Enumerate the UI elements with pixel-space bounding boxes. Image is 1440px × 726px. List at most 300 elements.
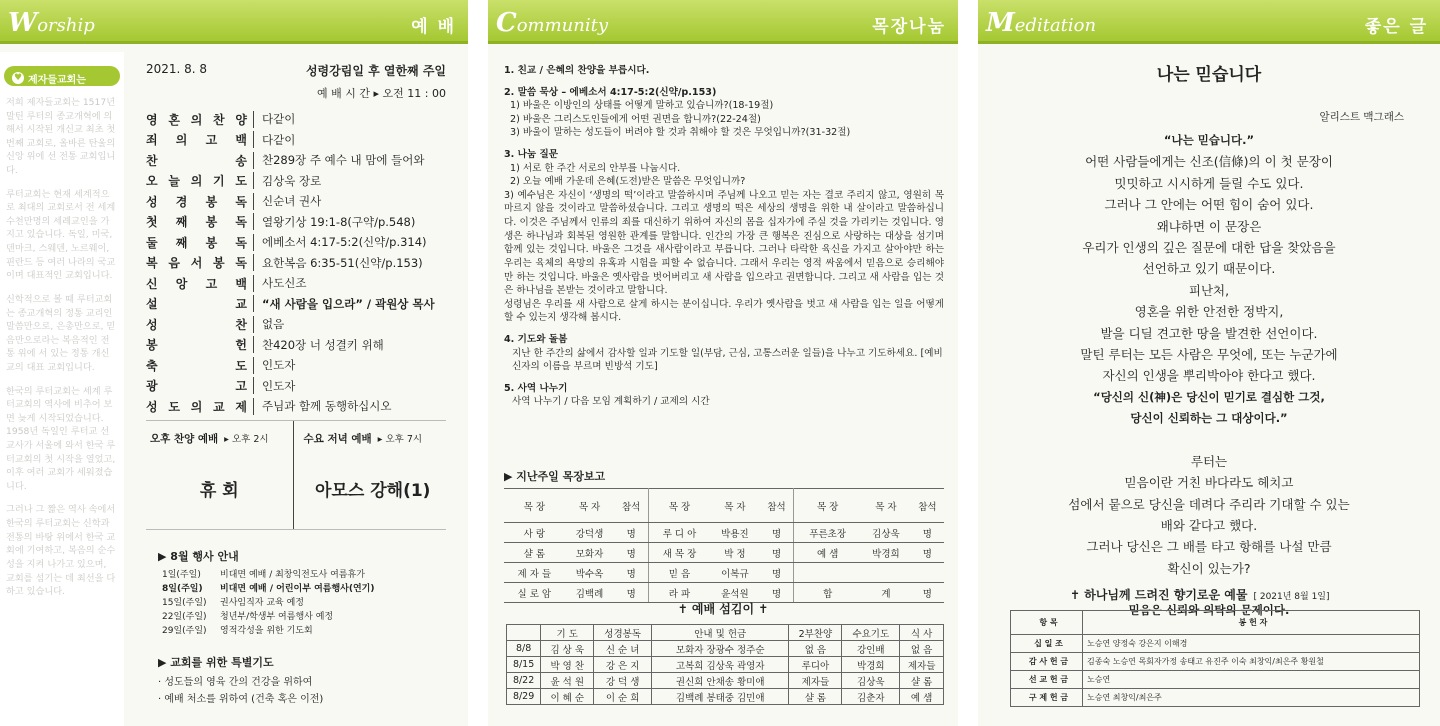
order-label-char: 늘 bbox=[168, 174, 180, 189]
order-of-worship bbox=[146, 62, 446, 417]
table-row bbox=[504, 523, 944, 543]
table-cell bbox=[794, 563, 861, 583]
order-value: 없음 bbox=[262, 317, 285, 332]
order-label-char: 고 bbox=[205, 133, 218, 148]
table-cell: 없 음 bbox=[900, 641, 944, 657]
poem-line: 영혼을 위한 안전한 정박지, bbox=[1134, 304, 1284, 320]
order-label bbox=[146, 398, 254, 415]
order-label-char: 신 bbox=[146, 276, 158, 291]
prayer-item: · 성도들의 영육 간의 건강을 위하여 bbox=[158, 677, 313, 688]
table-cell: 김춘자 bbox=[842, 689, 900, 705]
poem-line: 믿음이란 거친 바다라도 헤치고 bbox=[1124, 475, 1294, 491]
banner-ko-title: 좋은 글 bbox=[1364, 17, 1428, 37]
table-header-row bbox=[507, 625, 944, 641]
order-value: 신순녀 권사 bbox=[262, 194, 322, 209]
order-label bbox=[146, 131, 254, 148]
banner-ko-title: 목장나눔 bbox=[872, 17, 946, 37]
order-label-char: 도 bbox=[168, 399, 180, 414]
sidebar-text bbox=[0, 90, 124, 615]
order-label bbox=[146, 295, 254, 312]
community-banner bbox=[488, 0, 958, 44]
poem-line: 섬에서 뭍으로 당신을 데려다 주리라 기대할 수 있는 bbox=[1068, 496, 1350, 512]
order-label-char: 째 bbox=[175, 215, 188, 230]
order-label-char: 째 bbox=[175, 235, 188, 250]
meditation-author: 알리스트 맥그래스 bbox=[1319, 111, 1404, 123]
offering-title: ✝ 하나님께 드려진 향기로운 예물 bbox=[1070, 588, 1248, 602]
table-cell: 윤석원 bbox=[710, 583, 760, 603]
order-label-char: 죄 bbox=[146, 133, 158, 148]
order-label-char: 영 bbox=[146, 112, 158, 127]
event-date: 8일(주일) bbox=[162, 584, 203, 594]
order-label-char: 독 bbox=[235, 194, 247, 209]
afternoon-time: ▸ 오후 2시 bbox=[224, 434, 269, 445]
order-label-char: 고 bbox=[205, 276, 218, 291]
table-cell: 루디아 bbox=[789, 657, 842, 673]
poem-line: 말틴 루터는 모든 사람은 무엇에, 또는 누군가에 bbox=[1080, 347, 1338, 363]
order-label-char: 둘 bbox=[146, 235, 158, 250]
table-cell: 제자들 bbox=[789, 673, 842, 689]
order-label-char: 찬 bbox=[146, 153, 158, 168]
poem-line: 당신이 신뢰하는 그 대상이다.” bbox=[1130, 411, 1288, 426]
worship-banner bbox=[0, 0, 468, 44]
table-row bbox=[1011, 653, 1420, 671]
guide-line: 2. 말씀 묵상 – 에베소서 4:17-5:2(신약/p.153) bbox=[504, 86, 717, 98]
table-cell: 김상욱 bbox=[861, 523, 911, 543]
table-cell: 샬 롬 bbox=[789, 689, 842, 705]
order-label-char: 봉 bbox=[205, 235, 218, 250]
community-panel bbox=[488, 0, 958, 726]
sidebar-title: 제자들교회는 bbox=[28, 74, 86, 86]
sidebar-paragraph: 저희 제자들교회는 1517년 말틴 루터의 종교개혁에 의해서 시작된 개신교 최초 첫 번째 교회로, 올바른 탄울의 신앙 위에 선 전통 교회입니다. bbox=[6, 97, 116, 177]
order-row bbox=[146, 109, 446, 130]
table-cell: 믿 음 bbox=[648, 563, 710, 583]
table-cell: 강 덕 생 bbox=[594, 673, 652, 689]
table-cell: 구 제 헌 금 bbox=[1011, 689, 1083, 707]
table-cell: 8/8 bbox=[507, 641, 541, 657]
table-row bbox=[504, 563, 944, 583]
prayer-list bbox=[158, 674, 448, 708]
banner-en-title: Community bbox=[496, 8, 609, 38]
order-label-char: 혼 bbox=[168, 112, 180, 127]
poem-line: “당신의 신(神)은 당신이 믿기로 결심한 그것, bbox=[1093, 389, 1325, 404]
table-cell: 샬 롬 bbox=[900, 673, 944, 689]
order-label-char: 송 bbox=[235, 153, 247, 168]
table-cell: 노승연 양정숙 강은지 이해경 bbox=[1083, 635, 1420, 653]
order-label bbox=[146, 377, 254, 394]
order-label bbox=[146, 336, 254, 353]
table-cell: 실 로 암 bbox=[504, 583, 565, 603]
order-label bbox=[146, 234, 254, 251]
table-cell: 노승연 최창익/최은주 bbox=[1083, 689, 1420, 707]
order-value: 찬420장 너 성결키 위해 bbox=[262, 337, 384, 352]
order-value: 김상욱 장로 bbox=[262, 173, 322, 188]
meditation-title: 나는 믿습니다 bbox=[1156, 65, 1262, 85]
order-value: 다같이 bbox=[262, 112, 296, 127]
table-cell: 모화자 bbox=[565, 543, 615, 563]
event-row bbox=[158, 624, 448, 638]
order-value: 열왕기상 19:1-8(구약/p.548) bbox=[262, 214, 416, 229]
wednesday-title: 수요 저녁 예배 bbox=[303, 433, 372, 445]
order-label-char: 앙 bbox=[175, 276, 188, 291]
guide-line: 2) 오늘 예배 가운데 은혜(도전)받은 말씀은 무엇입니까? bbox=[510, 176, 746, 188]
table-cell: 강인배 bbox=[842, 641, 900, 657]
worship-panel bbox=[0, 0, 468, 726]
order-value: 인도자 bbox=[262, 378, 296, 393]
table-row bbox=[507, 689, 944, 705]
meditation-banner bbox=[978, 0, 1440, 44]
order-row bbox=[146, 253, 446, 274]
guide-line: 3. 나눔 질문 bbox=[504, 149, 559, 161]
table-cell: 예 샘 bbox=[900, 689, 944, 705]
table-header: 식 사 bbox=[900, 625, 944, 641]
table-header: 참석 bbox=[760, 489, 794, 523]
order-label bbox=[146, 111, 254, 128]
table-cell: 8/22 bbox=[507, 673, 541, 689]
table-header bbox=[507, 625, 541, 641]
table-header: 참석 bbox=[614, 489, 648, 523]
table-cell: 김백례 봉태중 김민애 bbox=[652, 689, 789, 705]
table-header: 봉 헌 자 bbox=[1083, 611, 1420, 635]
banner-initial: C bbox=[496, 8, 517, 38]
banner-en-title: Meditation bbox=[986, 8, 1097, 38]
poem-line bbox=[978, 430, 1440, 451]
poem-line: 피난처, bbox=[1188, 282, 1230, 298]
guide-line: 지난 한 주간의 삶에서 감사할 일과 기도할 일(부담, 근심, 고통스러운 일들)을 나누고 기도하세요. [예비신자의 이름을 부르며 빈방석 기도] bbox=[512, 347, 943, 373]
poem-line: 왜냐하면 이 문장은 bbox=[1156, 218, 1262, 234]
order-value: 요한복음 6:35-51(신약/p.153) bbox=[262, 255, 423, 270]
liturgical-sunday: 성령강림일 후 열한째 주일 bbox=[305, 64, 446, 78]
table-cell: 박 정 bbox=[710, 543, 760, 563]
order-label-char: 봉 bbox=[213, 256, 225, 271]
order-label-char: 백 bbox=[235, 133, 247, 148]
order-label-char: 설 bbox=[146, 297, 158, 312]
table-cell: 명 bbox=[614, 563, 648, 583]
table-row bbox=[1011, 689, 1420, 707]
order-label-char: 의 bbox=[190, 174, 203, 189]
poem-line: 확신이 있는가? bbox=[1167, 560, 1251, 576]
table-cell: 김종숙 노승연 목회자가정 송태고 유진주 이숙 최창익/최은주 황원철 bbox=[1083, 653, 1420, 671]
table-cell: 예 샘 bbox=[794, 543, 861, 563]
table-header-row bbox=[504, 489, 944, 523]
order-label-char: 의 bbox=[175, 133, 188, 148]
table-row bbox=[1011, 635, 1420, 653]
table-header: 목 자 bbox=[565, 489, 615, 523]
order-label-char: 양 bbox=[235, 112, 247, 127]
table-header: 목 자 bbox=[710, 489, 760, 523]
order-label bbox=[146, 152, 254, 169]
table-cell: 푸른초장 bbox=[794, 523, 861, 543]
panel-gap bbox=[958, 0, 978, 726]
order-label-char: 교 bbox=[213, 399, 225, 414]
event-row bbox=[158, 582, 448, 596]
prayer-item: · 예배 처소를 위하여 (건축 혹은 이전) bbox=[158, 694, 324, 705]
table-cell: 계 bbox=[861, 583, 911, 603]
sidebar-heading bbox=[4, 66, 120, 86]
table-cell: 루 디 아 bbox=[648, 523, 710, 543]
order-label-char: 제 bbox=[235, 399, 247, 414]
table-cell: 십 일 조 bbox=[1011, 635, 1083, 653]
table-header: 참석 bbox=[911, 489, 944, 523]
table-cell: 강 은 지 bbox=[594, 657, 652, 673]
table-cell: 명 bbox=[760, 583, 794, 603]
table-cell: 제자들 bbox=[900, 657, 944, 673]
order-label bbox=[146, 254, 254, 271]
banner-initial: W bbox=[8, 8, 38, 38]
servers-title: ✝ 예배 섬김이 ✝ bbox=[677, 602, 769, 616]
table-header: 목 자 bbox=[861, 489, 911, 523]
meditation-panel bbox=[978, 0, 1440, 726]
order-label-char: 찬 bbox=[235, 317, 247, 332]
guide-line: 1) 서로 한 주간 서로의 안부를 나눕시다. bbox=[510, 162, 681, 174]
order-label bbox=[146, 213, 254, 230]
guide-line: 3) 예수님은 자신이 ‘생명의 떡’이라고 말씀하시며 주님께 나오고 믿는 자는 결코 주리지 않고, 영원히 목마르지 않을 것이라고 말씀하셨습니다. 그리고 생명의 떡은 세상의 생명을 위한 내 살이라고 말씀하십니다. 이것은 주님께서 인류의 죄를 대신하기 위하여 자신의 몸을 십자가에 주실 것을 가리키는 것입니다. 영생은 하나님과 회복된 영원한 관계를 말합니다. 인간의 가장 큰 행복은 진심으로 사랑하는 대상을 섬기며 함께 있는 것입니다. 바울은 그것을 새사람이라고 부릅니다. 그러나 타락한 육신을 가지고 살아야만 하는 우리는 육체의 욕망의 유혹과 시험을 피할 수 없습니다. 그래서 우리는 영적 싸움에서 믿음으로 승리해야만 하는 것입니다. 바울은 옛사람을 벗어버리고 새 사람을 입으라고 권면합니다. 그리고 새 사람을 입는 것은 하나님을 본받는 것이라고 말합니다. bbox=[504, 189, 944, 297]
order-row bbox=[146, 335, 446, 356]
order-row bbox=[146, 273, 446, 294]
table-header: 목 장 bbox=[648, 489, 710, 523]
table-cell: 명 bbox=[760, 543, 794, 563]
order-label-char: 의 bbox=[190, 112, 203, 127]
order-label-char: 성 bbox=[146, 194, 158, 209]
table-cell: 박경희 bbox=[842, 657, 900, 673]
order-value: 주님과 함께 동행하십시오 bbox=[262, 399, 392, 414]
table-cell bbox=[861, 563, 911, 583]
poem-line: 밋밋하고 시시하게 들릴 수도 있다. bbox=[1114, 175, 1304, 191]
church-intro-sidebar bbox=[0, 52, 124, 726]
event-text: 청년부/학생부 여름행사 예정 bbox=[220, 612, 334, 622]
guide-line: 사역 나누기 / 다음 모임 계획하기 / 교제의 시간 bbox=[512, 396, 710, 408]
table-cell: 이 혜 순 bbox=[541, 689, 594, 705]
wednesday-time: ▸ 오후 7시 bbox=[377, 434, 423, 445]
table-header: 2부찬양 bbox=[789, 625, 842, 641]
table-cell: 합 bbox=[794, 583, 861, 603]
order-row bbox=[146, 130, 446, 151]
table-cell: 명 bbox=[614, 543, 648, 563]
order-label bbox=[146, 193, 254, 210]
order-label-char: 의 bbox=[190, 399, 203, 414]
table-cell: 고복희 김상욱 곽영자 bbox=[652, 657, 789, 673]
meditation-body bbox=[978, 130, 1440, 622]
table-cell: 샬 롬 bbox=[504, 543, 565, 563]
order-label-char: 성 bbox=[146, 317, 158, 332]
event-text: 비대면 예배 / 어린이부 여름행사(연기) bbox=[220, 584, 375, 594]
table-cell: 노승연 bbox=[1083, 671, 1420, 689]
table-cell: 이복규 bbox=[710, 563, 760, 583]
sidebar-paragraph: 신학적으로 볼 때 루터교회는 종교개혁의 정통 교리인 말씀만으로, 은총만으로, 믿음만으로라는 복음적인 전통 위에 서 있는 정통 개신교의 대표 교회입니다. bbox=[6, 293, 116, 373]
offering-heading bbox=[1070, 586, 1330, 603]
poem-line: 믿음은 신뢰와 의탁의 문제이다. bbox=[1128, 603, 1290, 618]
order-label-char: 축 bbox=[146, 358, 158, 373]
prayer-title: ▶ 교회를 위한 특별기도 bbox=[158, 656, 274, 669]
offering-table bbox=[1010, 610, 1420, 707]
table-cell bbox=[911, 563, 944, 583]
order-label-char: 오 bbox=[146, 174, 158, 189]
poem-line: 그러나 그 안에는 어떤 힘이 숨어 있다. bbox=[1104, 197, 1314, 213]
heart-icon: ♥ bbox=[13, 73, 23, 83]
table-cell: 이 순 희 bbox=[594, 689, 652, 705]
poem-line: 어떤 사람들에게는 신조(信條)의 이 첫 문장이 bbox=[1085, 154, 1333, 170]
table-cell: 명 bbox=[911, 543, 944, 563]
order-label-char: 교 bbox=[235, 297, 247, 312]
wednesday-body: 아모스 강해(1) bbox=[315, 481, 431, 501]
order-label-char: 광 bbox=[146, 379, 158, 394]
events-title: ▶ 8월 행사 안내 bbox=[158, 550, 239, 563]
event-date: 22일(주일) bbox=[162, 612, 207, 622]
order-label-char: 성 bbox=[146, 399, 158, 414]
order-label-char: 경 bbox=[175, 194, 188, 209]
worship-date: 2021. 8. 8 bbox=[146, 62, 208, 76]
table-cell: 8/15 bbox=[507, 657, 541, 673]
poem-line: 배와 같다고 했다. bbox=[1160, 517, 1258, 533]
table-row bbox=[507, 657, 944, 673]
table-cell: 박경희 bbox=[861, 543, 911, 563]
order-row bbox=[146, 171, 446, 192]
table-cell: 강덕생 bbox=[565, 523, 615, 543]
table-header: 안내 및 헌금 bbox=[652, 625, 789, 641]
event-date: 1일(주일) bbox=[162, 570, 201, 580]
table-row bbox=[507, 641, 944, 657]
guide-line: 4. 기도와 돌봄 bbox=[504, 333, 568, 345]
table-cell: 윤 석 원 bbox=[541, 673, 594, 689]
table-cell: 권신희 안채송 황미애 bbox=[652, 673, 789, 689]
order-row bbox=[146, 150, 446, 171]
afternoon-body: 휴 회 bbox=[199, 481, 239, 501]
table-cell: 김상욱 bbox=[842, 673, 900, 689]
order-list bbox=[146, 109, 446, 417]
guide-line: 1) 바울은 이방인의 상태를 어떻게 말하고 있습니까?(18-19절) bbox=[510, 100, 774, 112]
servers-table bbox=[506, 624, 944, 705]
order-label-char: 고 bbox=[235, 379, 247, 394]
table-row bbox=[507, 673, 944, 689]
order-label bbox=[146, 172, 254, 189]
table-header-row bbox=[1011, 611, 1420, 635]
events-section bbox=[158, 548, 448, 638]
order-value: 찬289장 주 예수 내 맘에 들어와 bbox=[262, 153, 425, 168]
table-cell: 새 목 장 bbox=[648, 543, 710, 563]
table-cell: 라 파 bbox=[648, 583, 710, 603]
order-label-char: 복 bbox=[146, 256, 158, 271]
table-cell: 김 상 욱 bbox=[541, 641, 594, 657]
table-cell: 신 순 녀 bbox=[594, 641, 652, 657]
table-header: 목 장 bbox=[504, 489, 565, 523]
event-date: 15일(주일) bbox=[162, 598, 207, 608]
order-row bbox=[146, 191, 446, 212]
event-text: 권사임직자 교육 예정 bbox=[220, 598, 304, 608]
poem-line: 루터는 bbox=[1190, 453, 1228, 469]
table-cell: 박용진 bbox=[710, 523, 760, 543]
offering-date: [ 2021년 8월 1일] bbox=[1253, 592, 1330, 602]
afternoon-service bbox=[146, 421, 293, 529]
sidebar-paragraph: 한국의 루터교회는 세계 루터교회의 역사에 비추어 보면 늦게 시작되었습니다. 1958년 독일인 루터교 선교사가 서울에 와서 한국 루터교회의 첫 시작을 열었고, 이후 여러 교회가 세워졌습니다. bbox=[6, 385, 116, 492]
event-row bbox=[158, 610, 448, 624]
order-row bbox=[146, 355, 446, 376]
table-cell: 박수옥 bbox=[565, 563, 615, 583]
order-label-char: 백 bbox=[235, 276, 247, 291]
table-cell: 감 사 헌 금 bbox=[1011, 653, 1083, 671]
order-label-char: 독 bbox=[235, 215, 247, 230]
table-cell: 없 음 bbox=[789, 641, 842, 657]
table-header: 기 도 bbox=[541, 625, 594, 641]
order-value: 에베소서 4:17-5:2(신약/p.314) bbox=[262, 235, 427, 250]
table-cell: 명 bbox=[760, 523, 794, 543]
poem-line: 발을 디딜 견고한 땅을 발견한 선언이다. bbox=[1100, 325, 1318, 341]
cell-report-table bbox=[504, 488, 944, 603]
banner-ko-title: 예 배 bbox=[411, 17, 456, 37]
table-cell: 명 bbox=[760, 563, 794, 583]
table-header: 성경봉독 bbox=[594, 625, 652, 641]
order-row bbox=[146, 314, 446, 335]
order-row bbox=[146, 376, 446, 397]
events-list bbox=[158, 568, 448, 638]
cell-group-guide bbox=[504, 58, 944, 409]
order-label-char: 봉 bbox=[205, 194, 218, 209]
order-row bbox=[146, 294, 446, 315]
poem-line: “나는 믿습니다.” bbox=[1163, 133, 1255, 147]
table-cell: 모화자 장광수 정주순 bbox=[652, 641, 789, 657]
order-label-char: 기 bbox=[213, 174, 225, 189]
sidebar-paragraph: 루터교회는 현재 세계적으로 최대의 교회로서 전 세계 수천만명의 세례교인을 가지고 있습니다. 독일, 미국, 덴마크, 스웨덴, 노르웨이, 핀란드 등 여러 나라의 국교이며 대표적인 교회입니다. bbox=[6, 188, 116, 282]
order-label-char: 독 bbox=[235, 256, 247, 271]
guide-line: 5. 사역 나누기 bbox=[504, 382, 568, 394]
service-box bbox=[146, 420, 446, 530]
guide-line: 1. 친교 / 은혜의 찬양을 부릅시다. bbox=[504, 65, 650, 76]
meditation-text bbox=[978, 60, 1440, 622]
table-cell: 명 bbox=[911, 523, 944, 543]
order-row bbox=[146, 212, 446, 233]
panel-gap bbox=[468, 0, 488, 726]
table-cell: 제 자 들 bbox=[504, 563, 565, 583]
order-label-char: 서 bbox=[190, 256, 203, 271]
table-row bbox=[504, 543, 944, 563]
order-row bbox=[146, 232, 446, 253]
order-label bbox=[146, 275, 254, 292]
event-row bbox=[158, 596, 448, 610]
table-row bbox=[1011, 671, 1420, 689]
guide-line: 2) 바울은 그리스도인들에게 어떤 권면을 합니까?(22-24절) bbox=[510, 113, 761, 125]
sidebar-paragraph: 그러나 그 짧은 역사 속에서 한국의 루터교회는 신학과 전통의 바탕 위에서 한국 교회에 기여하고, 복음의 순수성을 지켜 나가고 있으며, 교회를 섬기는 데 최선을 다하고 있습니다. bbox=[6, 504, 116, 598]
table-header: 항 목 bbox=[1011, 611, 1083, 635]
order-label-char: 도 bbox=[235, 174, 247, 189]
order-value: 사도신조 bbox=[262, 276, 307, 291]
poem-line: 우리가 인생의 깊은 질문에 대한 답을 찾았음을 bbox=[1082, 240, 1336, 256]
table-header: 목 장 bbox=[794, 489, 861, 523]
poem-line: 그러나 당신은 그 배를 타고 항해를 나설 만큼 bbox=[1086, 539, 1332, 555]
order-label-char: 봉 bbox=[146, 338, 158, 353]
worship-time: 예 배 시 간 ▸ 오전 11 : 00 bbox=[317, 87, 446, 100]
banner-initial: M bbox=[986, 8, 1015, 38]
order-label-char: 도 bbox=[235, 358, 247, 373]
event-row bbox=[158, 568, 448, 582]
event-text: 비대면 예배 / 최창익전도사 여름휴가 bbox=[220, 570, 365, 580]
order-label-char: 헌 bbox=[235, 338, 247, 353]
table-cell: 김백례 bbox=[565, 583, 615, 603]
order-value: “새 사람을 입으라” / 곽원상 목사 bbox=[262, 296, 435, 311]
table-header: 수요기도 bbox=[842, 625, 900, 641]
guide-line: 성령님은 우리를 새 사람으로 살게 하시는 분이십니다. 우리가 옛사람을 벗고 새 사람을 입는 일을 어떻게 할 수 있는지 생각해 봅시다. bbox=[504, 298, 944, 324]
prayer-section bbox=[158, 654, 448, 708]
table-cell: 사 랑 bbox=[504, 523, 565, 543]
order-value: 다같이 bbox=[262, 132, 296, 147]
order-label-char: 첫 bbox=[146, 215, 158, 230]
order-value: 인도자 bbox=[262, 358, 296, 373]
order-label bbox=[146, 357, 254, 374]
poem-line: 선언하고 있기 때문이다. bbox=[1142, 261, 1276, 277]
order-label-char: 봉 bbox=[205, 215, 218, 230]
order-label bbox=[146, 316, 254, 333]
guide-line: 3) 바울이 말하는 성도들이 버려야 할 것과 취해야 할 것은 무엇입니까?(31-32절) bbox=[510, 127, 851, 139]
table-cell: 박 영 찬 bbox=[541, 657, 594, 673]
report-title: ▶ 지난주일 목장보고 bbox=[504, 470, 606, 483]
afternoon-title: 오후 찬양 예배 bbox=[150, 433, 219, 445]
